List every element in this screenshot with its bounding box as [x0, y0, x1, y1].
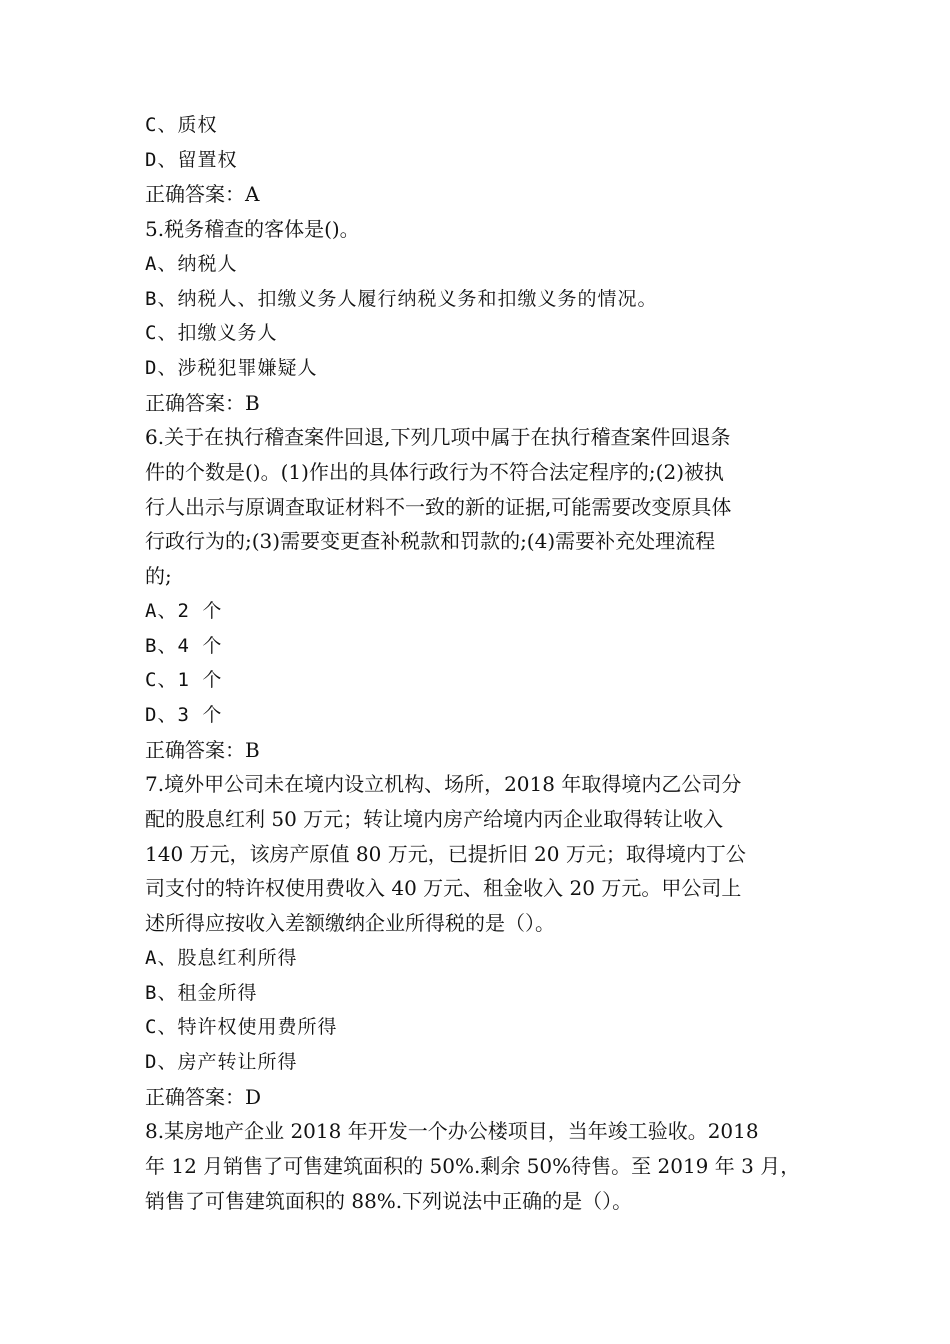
q7-option-c: C、特许权使用费所得	[145, 1016, 338, 1039]
q6-option-a: A、2 个	[145, 599, 223, 622]
q6-question-line: 件的个数是()。(1)作出的具体行政行为不符合法定程序的;(2)被执	[145, 460, 725, 485]
q6-question-line: 行政行为的;(3)需要变更查补税款和罚款的;(4)需要补充处理流程	[145, 529, 716, 554]
q7-option-b: B、租金所得	[145, 981, 258, 1004]
q7-question-line: 述所得应按收入差额缴纳企业所得税的是（）。	[145, 911, 555, 936]
q6-option-d: D、3 个	[145, 703, 223, 726]
q6-question-line: 6.关于在执行稽查案件回退,下列几项中属于在执行稽查案件回退条	[145, 425, 731, 450]
q4-answer: 正确答案：A	[145, 182, 260, 207]
q4-option-d: D、留置权	[145, 148, 238, 171]
q6-question-line: 的;	[145, 564, 172, 589]
q7-question-line: 司支付的特许权使用费收入 40 万元、租金收入 20 万元。甲公司上	[145, 876, 742, 901]
q7-question-line: 7.境外甲公司未在境内设立机构、场所，2018 年取得境内乙公司分	[145, 772, 742, 797]
q5-option-d: D、涉税犯罪嫌疑人	[145, 356, 318, 379]
q6-question-line: 行人出示与原调查取证材料不一致的新的证据,可能需要改变原具体	[145, 494, 732, 519]
q7-option-a: A、股息红利所得	[145, 946, 298, 969]
q7-answer: 正确答案：D	[145, 1084, 262, 1109]
q5-option-c: C、扣缴义务人	[145, 322, 278, 345]
q5-option-b: B、纳税人、扣缴义务人履行纳税义务和扣缴义务的情况。	[145, 287, 658, 310]
q5-answer: 正确答案：B	[145, 390, 260, 415]
document-content	[145, 108, 813, 1219]
q7-question-line: 配的股息红利 50 万元；转让境内房产给境内丙企业取得转让收入	[145, 807, 724, 832]
q6-option-b: B、4 个	[145, 634, 223, 657]
q8-question-line: 年 12 月销售了可售建筑面积的 50%.剩余 50%待售。至 2019 年 3 月，	[145, 1154, 801, 1179]
q7-question-line: 140 万元，该房产原值 80 万元，已提折旧 20 万元；取得境内丁公	[145, 841, 746, 866]
q5-question: 5.税务稽查的客体是()。	[145, 217, 360, 242]
q8-question-line: 8.某房地产企业 2018 年开发一个办公楼项目，当年竣工验收。2018	[145, 1119, 759, 1144]
q8-question-line: 销售了可售建筑面积的 88%.下列说法中正确的是（）。	[145, 1188, 633, 1213]
q4-option-c: C、质权	[145, 114, 218, 136]
q7-option-d: D、房产转让所得	[145, 1050, 298, 1073]
q6-option-c: C、1 个	[145, 669, 223, 692]
q5-option-a: A、纳税人	[145, 252, 238, 275]
q6-answer: 正确答案：B	[145, 737, 260, 762]
